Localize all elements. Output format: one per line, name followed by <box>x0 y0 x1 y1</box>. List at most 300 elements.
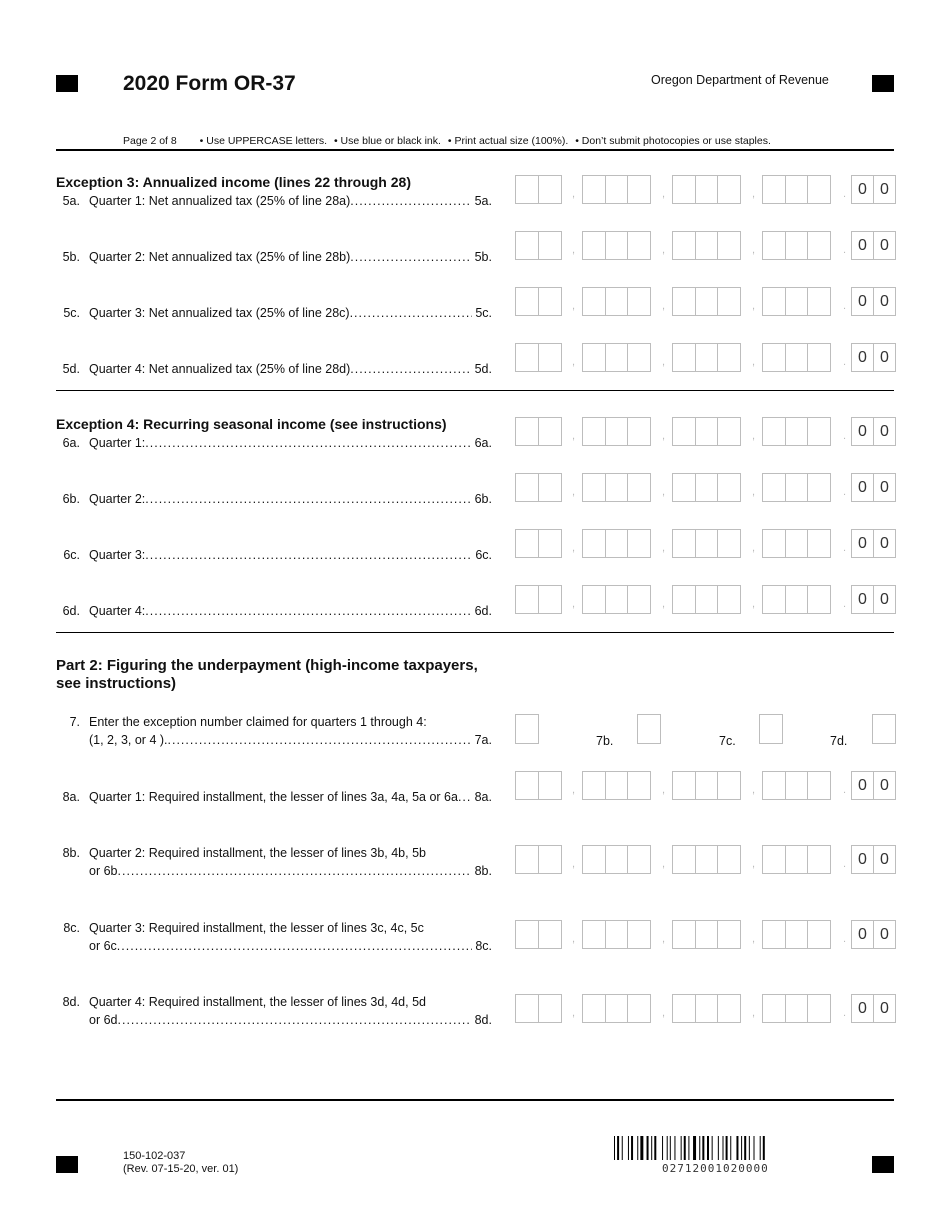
digit-box[interactable] <box>808 474 830 501</box>
digit-group-2[interactable] <box>582 417 651 446</box>
digit-box[interactable] <box>539 474 561 501</box>
line-5c-amount-field[interactable] <box>515 287 896 316</box>
digit-box[interactable] <box>786 288 809 315</box>
digit-box[interactable] <box>786 995 809 1022</box>
barcode-bar <box>730 1136 731 1160</box>
leader-dots <box>145 434 471 452</box>
barcode-bar <box>741 1136 742 1160</box>
digit-group-1[interactable] <box>515 343 562 372</box>
cents-group[interactable] <box>851 920 896 949</box>
digit-group-1[interactable] <box>515 585 562 614</box>
cents-digit-box[interactable]: 0 <box>880 591 889 608</box>
cents-group[interactable] <box>851 417 896 446</box>
leader-dots <box>350 304 473 322</box>
digit-box[interactable] <box>696 176 719 203</box>
thousands-separator: , <box>752 933 756 945</box>
digit-box[interactable] <box>718 995 740 1022</box>
digit-box[interactable] <box>808 344 830 371</box>
part-2-title <box>56 657 478 693</box>
thousands-separator: , <box>572 933 576 945</box>
cents-group[interactable] <box>851 343 896 372</box>
digit-box[interactable] <box>628 176 650 203</box>
digit-box[interactable] <box>763 586 786 613</box>
digit-group-4[interactable] <box>762 343 831 372</box>
digit-box[interactable] <box>786 772 809 799</box>
digit-box[interactable] <box>539 921 561 948</box>
digit-box[interactable] <box>718 921 740 948</box>
digit-box[interactable] <box>606 995 629 1022</box>
digit-box[interactable] <box>696 474 719 501</box>
line-5d-amount-field[interactable] <box>515 343 896 372</box>
digit-box[interactable] <box>606 772 629 799</box>
digit-group-3[interactable] <box>672 231 741 260</box>
digit-box[interactable] <box>628 288 650 315</box>
barcode-bar <box>667 1136 668 1160</box>
line-number: 7. <box>69 715 80 729</box>
digit-box[interactable] <box>583 288 606 315</box>
barcode-bar <box>628 1136 629 1160</box>
digit-group-3[interactable] <box>672 585 741 614</box>
digit-box[interactable] <box>786 232 809 259</box>
digit-box[interactable] <box>696 288 719 315</box>
line-7a-exception-box[interactable] <box>515 714 539 744</box>
digit-box[interactable] <box>516 772 539 799</box>
digit-box[interactable] <box>628 344 650 371</box>
digit-box[interactable] <box>763 176 786 203</box>
digit-box[interactable] <box>606 530 629 557</box>
digit-box[interactable] <box>673 530 696 557</box>
digit-box[interactable] <box>763 921 786 948</box>
digit-box[interactable] <box>673 995 696 1022</box>
digit-group-1[interactable] <box>515 287 562 316</box>
line-label: Quarter 4: <box>89 604 146 618</box>
cents-digit-box[interactable]: 0 <box>880 851 889 868</box>
digit-box[interactable] <box>539 772 561 799</box>
digit-group-4[interactable] <box>762 845 831 874</box>
cents-digit-box[interactable]: 0 <box>852 232 874 259</box>
cents-digit-box[interactable]: 0 <box>852 530 874 557</box>
line-8a-amount-field[interactable] <box>515 771 896 800</box>
digit-box[interactable] <box>606 288 629 315</box>
cents-digit-box[interactable]: 0 <box>852 846 874 873</box>
digit-box[interactable] <box>516 921 539 948</box>
digit-box[interactable] <box>786 530 809 557</box>
digit-box[interactable] <box>696 530 719 557</box>
digit-box[interactable] <box>808 921 830 948</box>
digit-box[interactable] <box>808 176 830 203</box>
cents-digit-box[interactable]: 0 <box>880 181 889 198</box>
line-number: 6d. <box>62 604 80 618</box>
thousands-separator: , <box>752 542 756 554</box>
cents-group[interactable] <box>851 287 896 316</box>
line-5a <box>56 192 492 210</box>
digit-box[interactable] <box>763 846 786 873</box>
digit-group-2[interactable] <box>582 845 651 874</box>
thousands-separator: , <box>572 244 576 256</box>
digit-group-1[interactable] <box>515 473 562 502</box>
digit-box[interactable] <box>808 530 830 557</box>
thousands-separator: , <box>572 356 576 368</box>
digit-box[interactable] <box>583 995 606 1022</box>
line-code: 5a. <box>474 194 492 208</box>
exception-4-title: Exception 4: Recurring seasonal income (see instructions) <box>56 416 447 432</box>
line-7 <box>56 713 492 749</box>
cents-group[interactable] <box>851 994 896 1023</box>
thousands-separator: , <box>572 1007 576 1019</box>
digit-box[interactable] <box>696 846 719 873</box>
digit-group-3[interactable] <box>672 343 741 372</box>
thousands-separator: , <box>662 244 666 256</box>
barcode-bar <box>670 1136 671 1160</box>
line-6a <box>56 434 492 452</box>
digit-box[interactable] <box>808 772 830 799</box>
registration-mark-bottom-right <box>872 1156 894 1173</box>
line-5b-amount-field[interactable] <box>515 231 896 260</box>
line-7d-exception-box[interactable] <box>872 714 896 744</box>
digit-box[interactable] <box>763 530 786 557</box>
cents-digit-box[interactable]: 0 <box>880 479 889 496</box>
line-label: Enter the exception number claimed for quarters 1 through 4: <box>89 715 427 729</box>
cents-group[interactable] <box>851 529 896 558</box>
digit-group-4[interactable] <box>762 287 831 316</box>
digit-box[interactable] <box>516 995 539 1022</box>
digit-box[interactable] <box>628 772 650 799</box>
digit-box[interactable] <box>606 418 629 445</box>
cents-digit-box[interactable]: 0 <box>852 288 874 315</box>
digit-group-3[interactable] <box>672 920 741 949</box>
digit-group-2[interactable] <box>582 231 651 260</box>
decimal-separator: . <box>843 244 847 256</box>
line-8a <box>56 788 492 806</box>
digit-box[interactable] <box>763 288 786 315</box>
digit-box[interactable] <box>763 772 786 799</box>
cents-digit-box[interactable]: 0 <box>852 995 874 1022</box>
digit-box[interactable] <box>786 586 809 613</box>
cents-digit-box[interactable]: 0 <box>880 293 889 310</box>
digit-box[interactable] <box>516 288 539 315</box>
decimal-separator: . <box>843 486 847 498</box>
digit-box[interactable] <box>539 288 561 315</box>
cents-group[interactable] <box>851 845 896 874</box>
digit-group-3[interactable] <box>672 994 741 1023</box>
digit-box[interactable] <box>718 530 740 557</box>
digit-group-4[interactable] <box>762 417 831 446</box>
line-8b <box>56 844 492 880</box>
cents-digit-box[interactable]: 0 <box>852 474 874 501</box>
digit-box[interactable] <box>583 232 606 259</box>
line-6a-amount-field[interactable] <box>515 417 896 446</box>
digit-box[interactable] <box>786 418 809 445</box>
digit-box[interactable] <box>583 846 606 873</box>
digit-box[interactable] <box>808 232 830 259</box>
digit-box[interactable] <box>583 530 606 557</box>
digit-group-2[interactable] <box>582 920 651 949</box>
barcode-bar <box>726 1136 728 1160</box>
digit-group-4[interactable] <box>762 231 831 260</box>
digit-box[interactable] <box>673 176 696 203</box>
digit-group-2[interactable] <box>582 343 651 372</box>
digit-box[interactable] <box>786 846 809 873</box>
instruction-no-photocopies: • Don’t submit photocopies or use staples. <box>575 135 771 147</box>
header-rule <box>56 149 894 151</box>
digit-group-4[interactable] <box>762 771 831 800</box>
cents-digit-box[interactable]: 0 <box>880 926 889 943</box>
digit-box[interactable] <box>808 418 830 445</box>
line-8d <box>56 993 492 1029</box>
digit-box[interactable] <box>696 418 719 445</box>
instruction-uppercase: • Use UPPERCASE letters. <box>199 135 328 147</box>
thousands-separator: , <box>572 188 576 200</box>
digit-group-2[interactable] <box>582 529 651 558</box>
cents-group[interactable] <box>851 473 896 502</box>
digit-box[interactable] <box>539 418 561 445</box>
thousands-separator: , <box>662 933 666 945</box>
digit-box[interactable] <box>763 418 786 445</box>
digit-box[interactable] <box>583 772 606 799</box>
digit-group-2[interactable] <box>582 585 651 614</box>
line-6b-amount-field[interactable] <box>515 473 896 502</box>
digit-box[interactable] <box>786 344 809 371</box>
digit-box[interactable] <box>673 288 696 315</box>
digit-box[interactable] <box>673 474 696 501</box>
digit-box[interactable] <box>718 846 740 873</box>
digit-box[interactable] <box>808 846 830 873</box>
digit-group-1[interactable] <box>515 845 562 874</box>
digit-group-1[interactable] <box>515 994 562 1023</box>
digit-group-3[interactable] <box>672 473 741 502</box>
leader-dots <box>350 360 471 378</box>
digit-box[interactable] <box>606 921 629 948</box>
digit-group-3[interactable] <box>672 287 741 316</box>
digit-box[interactable] <box>696 772 719 799</box>
digit-box[interactable] <box>763 474 786 501</box>
digit-box[interactable] <box>786 474 809 501</box>
digit-box[interactable] <box>539 846 561 873</box>
decimal-separator: . <box>843 933 847 945</box>
digit-group-2[interactable] <box>582 175 651 204</box>
barcode-bar <box>712 1136 713 1160</box>
digit-group-1[interactable] <box>515 175 562 204</box>
digit-box[interactable] <box>673 846 696 873</box>
digit-box[interactable] <box>583 176 606 203</box>
digit-group-4[interactable] <box>762 175 831 204</box>
cents-group[interactable] <box>851 771 896 800</box>
digit-box[interactable] <box>583 418 606 445</box>
digit-group-1[interactable] <box>515 231 562 260</box>
line-label: Quarter 3: Required installment, the lesser of lines 3c, 4c, 5c <box>89 921 424 935</box>
registration-mark-top-left <box>56 75 78 92</box>
line-8c <box>56 919 492 955</box>
digit-box[interactable] <box>516 176 539 203</box>
digit-box[interactable] <box>718 232 740 259</box>
digit-box[interactable] <box>516 586 539 613</box>
digit-box[interactable] <box>583 921 606 948</box>
digit-box[interactable] <box>606 474 629 501</box>
line-6d-amount-field[interactable] <box>515 585 896 614</box>
digit-box[interactable] <box>516 474 539 501</box>
line-number: 5d. <box>62 362 80 376</box>
cents-digit-box[interactable]: 0 <box>880 423 889 440</box>
barcode-bar <box>674 1136 675 1160</box>
digit-box[interactable] <box>786 921 809 948</box>
cents-digit-box[interactable]: 0 <box>880 777 889 794</box>
thousands-separator: , <box>572 858 576 870</box>
digit-box[interactable] <box>718 772 740 799</box>
barcode-bar <box>718 1136 719 1160</box>
digit-box[interactable] <box>718 586 740 613</box>
digit-box[interactable] <box>539 530 561 557</box>
line-6b <box>56 490 492 508</box>
form-subheader <box>123 135 775 147</box>
digit-box[interactable] <box>696 995 719 1022</box>
line-7c-exception-box[interactable] <box>759 714 783 744</box>
thousands-separator: , <box>572 542 576 554</box>
thousands-separator: , <box>662 1007 666 1019</box>
thousands-separator: , <box>572 430 576 442</box>
digit-box[interactable] <box>673 232 696 259</box>
line-8b-amount-field[interactable] <box>515 845 896 874</box>
digit-box[interactable] <box>696 586 719 613</box>
barcode-bar <box>617 1136 619 1160</box>
digit-box[interactable] <box>718 474 740 501</box>
digit-box[interactable] <box>673 418 696 445</box>
digit-box[interactable] <box>696 232 719 259</box>
line-8d-amount-field[interactable] <box>515 994 896 1023</box>
cents-digit-box[interactable]: 0 <box>852 344 874 371</box>
digit-box[interactable] <box>628 846 650 873</box>
barcode-bar <box>736 1136 738 1160</box>
digit-box[interactable] <box>606 846 629 873</box>
line-5a-amount-field[interactable] <box>515 175 896 204</box>
cents-digit-box[interactable]: 0 <box>852 176 874 203</box>
digit-box[interactable] <box>808 995 830 1022</box>
digit-box[interactable] <box>628 232 650 259</box>
digit-box[interactable] <box>606 232 629 259</box>
line-code: 5d. <box>474 362 492 376</box>
cents-digit-box[interactable]: 0 <box>852 586 874 613</box>
digit-box[interactable] <box>673 921 696 948</box>
barcode-bar <box>763 1136 765 1160</box>
digit-box[interactable] <box>628 530 650 557</box>
instruction-print-size: • Print actual size (100%). <box>447 135 569 147</box>
digit-box[interactable] <box>539 586 561 613</box>
digit-group-4[interactable] <box>762 585 831 614</box>
digit-box[interactable] <box>673 344 696 371</box>
digit-box[interactable] <box>516 344 539 371</box>
digit-box[interactable] <box>539 995 561 1022</box>
line-8c-amount-field[interactable] <box>515 920 896 949</box>
digit-group-2[interactable] <box>582 771 651 800</box>
line-code: 5c. <box>475 306 492 320</box>
leader-dots <box>145 602 471 620</box>
digit-group-3[interactable] <box>672 845 741 874</box>
digit-group-2[interactable] <box>582 994 651 1023</box>
digit-group-2[interactable] <box>582 473 651 502</box>
line-6c-amount-field[interactable] <box>515 529 896 558</box>
digit-box[interactable] <box>628 474 650 501</box>
cents-digit-box[interactable]: 0 <box>880 535 889 552</box>
barcode-bar <box>631 1136 633 1160</box>
digit-box[interactable] <box>763 995 786 1022</box>
digit-group-1[interactable] <box>515 771 562 800</box>
digit-box[interactable] <box>763 344 786 371</box>
digit-group-3[interactable] <box>672 417 741 446</box>
digit-box[interactable] <box>539 176 561 203</box>
leader-dots <box>350 248 471 266</box>
barcode-bar <box>637 1136 638 1160</box>
cents-group[interactable] <box>851 231 896 260</box>
digit-box[interactable] <box>718 176 740 203</box>
cents-digit-box[interactable]: 0 <box>852 921 874 948</box>
line-5b <box>56 248 492 266</box>
digit-group-4[interactable] <box>762 529 831 558</box>
cents-digit-box[interactable]: 0 <box>852 418 874 445</box>
thousands-separator: , <box>662 858 666 870</box>
digit-box[interactable] <box>808 288 830 315</box>
digit-group-1[interactable] <box>515 920 562 949</box>
cents-group[interactable] <box>851 175 896 204</box>
line-label-continued: or 6b <box>89 864 118 878</box>
digit-group-3[interactable] <box>672 529 741 558</box>
digit-box[interactable] <box>628 921 650 948</box>
digit-box[interactable] <box>718 418 740 445</box>
digit-group-1[interactable] <box>515 529 562 558</box>
digit-box[interactable] <box>606 344 629 371</box>
digit-box[interactable] <box>673 772 696 799</box>
digit-group-4[interactable] <box>762 920 831 949</box>
line-7b-exception-box[interactable] <box>637 714 661 744</box>
decimal-separator: . <box>843 1007 847 1019</box>
digit-box[interactable] <box>516 418 539 445</box>
digit-group-4[interactable] <box>762 994 831 1023</box>
cents-digit-box[interactable]: 0 <box>880 349 889 366</box>
digit-box[interactable] <box>718 344 740 371</box>
digit-box[interactable] <box>583 586 606 613</box>
digit-box[interactable] <box>606 586 629 613</box>
digit-box[interactable] <box>628 995 650 1022</box>
digit-box[interactable] <box>606 176 629 203</box>
digit-box[interactable] <box>516 232 539 259</box>
cents-digit-box[interactable]: 0 <box>852 772 874 799</box>
barcode-bar <box>681 1136 682 1160</box>
digit-box[interactable] <box>673 586 696 613</box>
cents-group[interactable] <box>851 585 896 614</box>
barcode-bar <box>622 1136 623 1160</box>
digit-group-2[interactable] <box>582 287 651 316</box>
digit-group-1[interactable] <box>515 417 562 446</box>
digit-box[interactable] <box>696 921 719 948</box>
digit-box[interactable] <box>628 418 650 445</box>
cents-digit-box[interactable]: 0 <box>880 1000 889 1017</box>
digit-group-4[interactable] <box>762 473 831 502</box>
digit-box[interactable] <box>583 344 606 371</box>
digit-box[interactable] <box>808 586 830 613</box>
cents-digit-box[interactable]: 0 <box>880 237 889 254</box>
digit-box[interactable] <box>539 344 561 371</box>
digit-box[interactable] <box>696 344 719 371</box>
digit-group-3[interactable] <box>672 175 741 204</box>
digit-box[interactable] <box>516 846 539 873</box>
digit-box[interactable] <box>583 474 606 501</box>
digit-box[interactable] <box>786 176 809 203</box>
digit-box[interactable] <box>763 232 786 259</box>
digit-box[interactable] <box>628 586 650 613</box>
digit-group-3[interactable] <box>672 771 741 800</box>
digit-box[interactable] <box>516 530 539 557</box>
thousands-separator: , <box>572 598 576 610</box>
digit-box[interactable] <box>539 232 561 259</box>
digit-box[interactable] <box>718 288 740 315</box>
